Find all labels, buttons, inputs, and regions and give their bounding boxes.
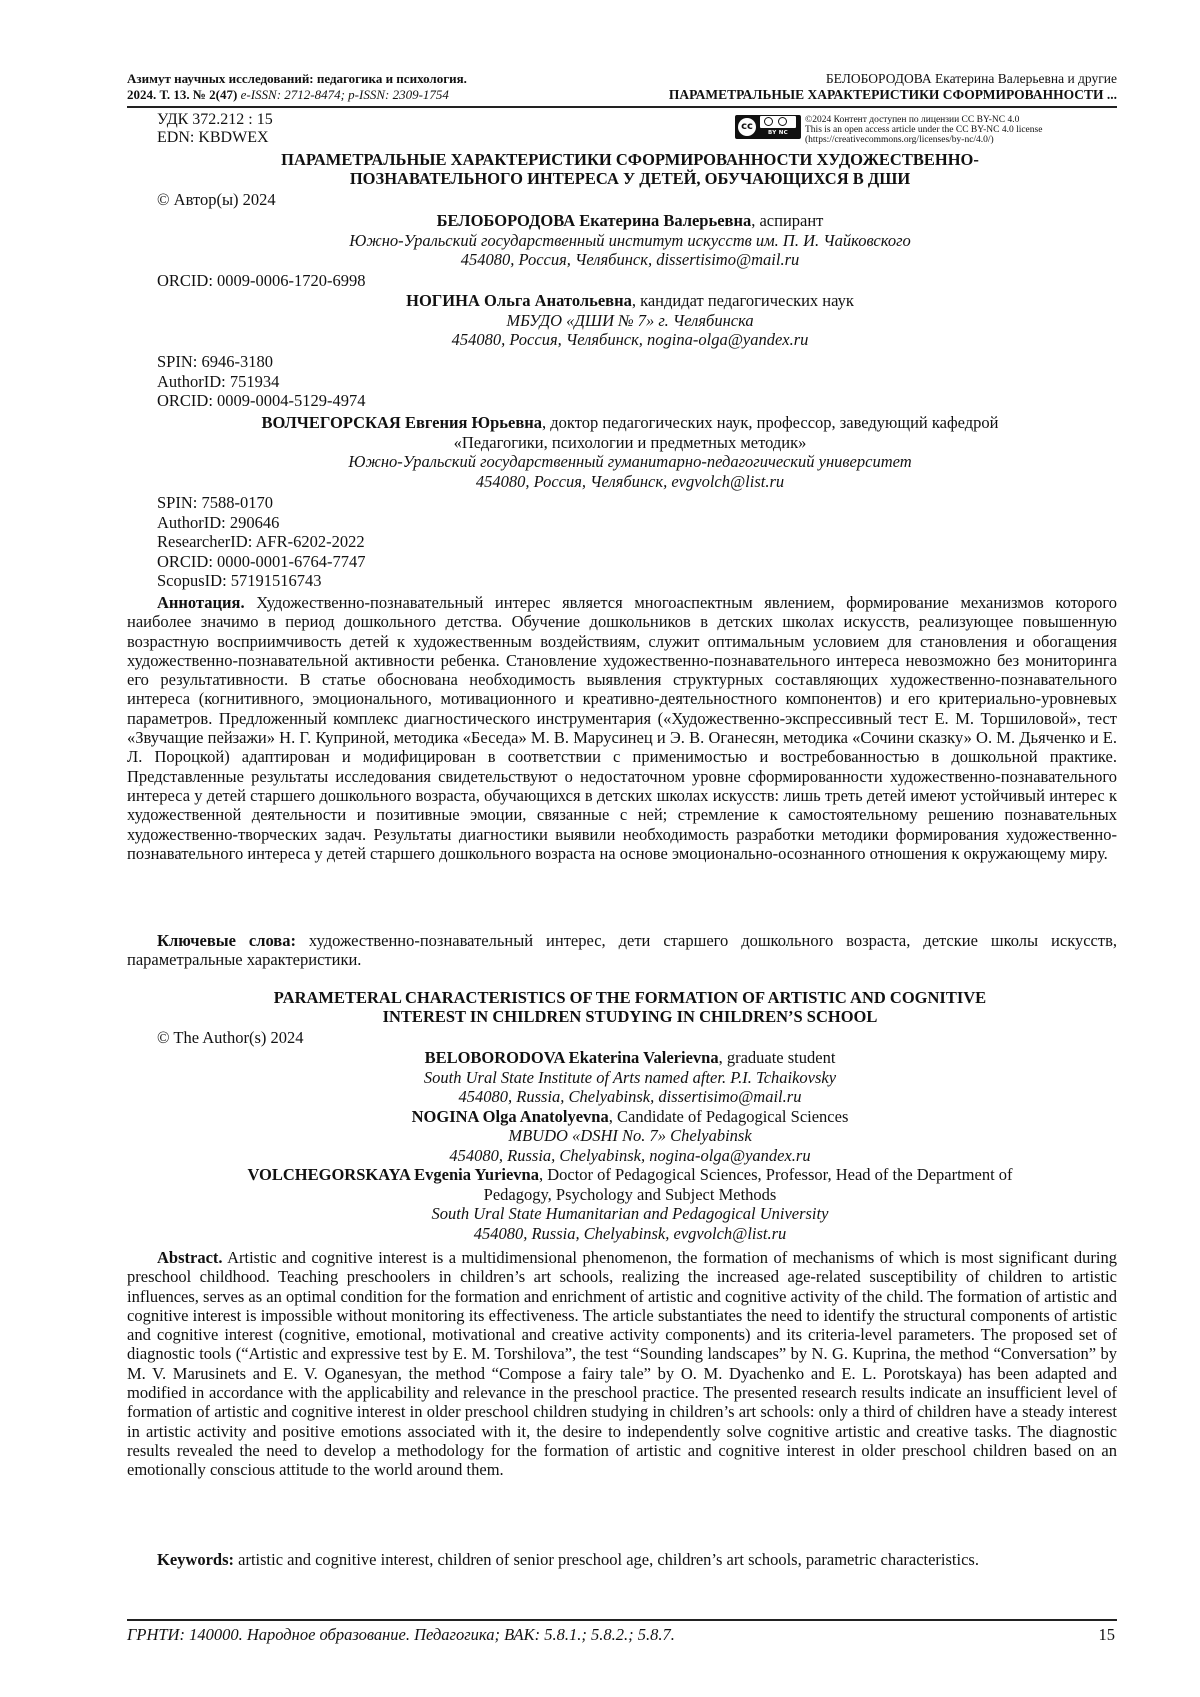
- license-text: [805, 115, 1145, 145]
- ru-author-1-ids: [157, 271, 366, 291]
- ru-author-2-org: МБУДО «ДШИ № 7» г. Челябинска: [506, 310, 754, 330]
- ru-author-3-orcid: ORCID: 0000-0001-6764-7747: [157, 551, 366, 571]
- en-abstract-text: Artistic and cognitive interest is a multidimensional phenomenon, the formation of mechanisms of which is most significant during preschool childhood. Teaching preschoolers in children’s art schools, realizing the increased age-related susceptibility of children to artistic influences, serves as an optimal condition for the formation and enrichment of artistic and cognitive activity of the child. The formation of artistic and cognitive interest is impossible without monitoring its effectiveness. The article substantiates the need to identify the structural components of artistic and cognitive interest (cognitive, emotional, motivational and creative activity components) and its criteria-level parameters. The proposed set of diagnostic tools (“Artistic and expressive test by E. M. Torshilova”, the test “Sounding landscapes” by N. G. Kuprina, the method “Conversation” by M. V. Marusinets and E. V. Oganesyan, the method “Compose a fairy tale” by O. M. Dyachenko and E. L. Porotskaya) has been adapted and modified in accordance with the applicability and relevance in the preschool practice. The presented research results indicate an insufficient level of formation of artistic and cognitive interest in older preschool children studying in children’s art schools: only a third of children have a steady interest in artistic activity and positive emotions associated with it, the desire to independently solve cognitive artistic and creative tasks. The diagnostic results revealed the need to develop a methodology for the formation of artistic and cognitive interest in older preschool children based on an emotionally conscious attitude to the world around them.: [127, 1248, 1117, 1480]
- ru-author-3-org: Южно-Уральский государственный гуманитарно-педагогический университет: [348, 452, 912, 471]
- identifiers: [157, 111, 273, 147]
- ru-abstract: [127, 593, 1117, 863]
- ru-author-2-orcid: ORCID: 0009-0004-5129-4974: [157, 391, 366, 410]
- footer-classification: ГРНТИ: 140000. Народное образование. Педагогика; ВАК: 5.8.1.; 5.8.2.; 5.8.7.: [127, 1625, 675, 1644]
- ru-author-1-name: БЕЛОБОРОДОВА Екатерина Валерьевна: [436, 211, 752, 230]
- en-author-2-org: MBUDO «DSHI No. 7» Chelyabinsk: [508, 1126, 752, 1145]
- ru-author-3: [150, 413, 1110, 491]
- footer-rule: [127, 1619, 1117, 1621]
- en-title-line-2: INTEREST IN CHILDREN STUDYING IN CHILDREN’S SCHOOL: [382, 1007, 878, 1026]
- en-author-1-name: BELOBORODOVA Ekaterina Valerievna: [424, 1048, 719, 1067]
- ru-keywords-label: Ключевые слова:: [157, 931, 296, 950]
- ru-author-3-role: , доктор педагогических наук, профессор, заведующий кафедрой: [542, 413, 999, 432]
- journal-issn: e-ISSN: 2712-8474; p-ISSN: 2309-1754: [240, 87, 449, 102]
- ru-keywords: [127, 931, 1117, 970]
- ru-author-3-authorid: AuthorID: 290646: [157, 512, 280, 532]
- en-author-1-address: 454080, Russia, Chelyabinsk, dissertisimo@mail.ru: [458, 1087, 802, 1106]
- ru-author-3-department: «Педагогики, психологии и предметных методик»: [453, 432, 807, 452]
- license-line-2: This is an open access article under the CC BY-NC 4.0 license: [805, 125, 1043, 135]
- ru-author-3-scopusid: ScopusID: 57191516743: [157, 571, 322, 590]
- license-block: [735, 115, 1145, 145]
- en-title: [170, 988, 1090, 1026]
- en-author-2-name: NOGINA Olga Anatolyevna: [411, 1106, 609, 1126]
- license-url[interactable]: (https://creativecommons.org/licenses/by-nc/4.0/): [805, 135, 994, 145]
- ru-author-2-name: НОГИНА Ольга Анатольевна: [406, 291, 632, 310]
- ru-author-3-researcherid: ResearcherID: AFR-6202-2022: [157, 532, 365, 551]
- en-author-2-address: 454080, Russia, Chelyabinsk, nogina-olga@yandex.ru: [449, 1145, 811, 1165]
- ru-author-1-org: Южно-Уральский государственный институт искусств им. П. И. Чайковского: [349, 230, 911, 250]
- running-article-title: ПАРАМЕТРАЛЬНЫЕ ХАРАКТЕРИСТИКИ СФОРМИРОВАННОСТИ ...: [668, 87, 1117, 102]
- running-authors: БЕЛОБОРОДОВА Екатерина Валерьевна и другие: [825, 71, 1117, 86]
- en-author-1-role: , graduate student: [718, 1048, 836, 1067]
- en-author-3-org: South Ural State Humanitarian and Pedagogical University: [431, 1204, 829, 1223]
- en-keywords-label: Keywords:: [157, 1550, 234, 1569]
- journal-name: Азимут научных исследований: педагогика и психология.: [127, 71, 467, 86]
- ru-author-3-address: 454080, Россия, Челябинск, evgvolch@list.ru: [475, 471, 785, 491]
- license-line-1: ©2024 Контент доступен по лицензии CC BY-NC 4.0: [805, 115, 1020, 125]
- ru-abstract-label: Аннотация.: [157, 593, 245, 612]
- en-author-3-name: VOLCHEGORSKAYA Evgenia Yurievna: [247, 1165, 539, 1184]
- ru-author-1: [150, 211, 1110, 270]
- ru-author-1-role: , аспирант: [751, 211, 824, 230]
- en-title-line-1: PARAMETERAL CHARACTERISTICS OF THE FORMATION OF ARTISTIC AND COGNITIVE: [273, 988, 987, 1007]
- cc-by-nc-icon: cc BY NC: [735, 115, 801, 139]
- journal-issue: 2024. Т. 13. № 2(47): [127, 87, 238, 102]
- ru-author-2-address: 454080, Россия, Челябинск, nogina-olga@yandex.ru: [451, 330, 809, 349]
- en-keywords-text: artistic and cognitive interest, children of senior preschool age, children’s art schools, parametric characteristics.: [234, 1550, 979, 1569]
- ru-author-3-ids: [157, 493, 366, 591]
- edn: EDN: KBDWEX: [157, 129, 269, 146]
- en-abstract-label: Abstract.: [157, 1248, 223, 1267]
- header-rule: [127, 106, 1117, 108]
- en-author-3-department: Pedagogy, Psychology and Subject Methods: [483, 1184, 777, 1204]
- journal-issue-line: [127, 87, 597, 103]
- ru-title-line-1: ПАРАМЕТРАЛЬНЫЕ ХАРАКТЕРИСТИКИ СФОРМИРОВАННОСТИ ХУДОЖЕСТВЕННО-: [281, 150, 979, 169]
- en-keywords: [127, 1550, 1117, 1569]
- en-author-2-role: , Candidate of Pedagogical Sciences: [608, 1106, 849, 1126]
- ru-author-1-address: 454080, Россия, Челябинск, dissertisimo@mail.ru: [460, 250, 800, 269]
- ru-keywords-text: художественно-познавательный интерес, дети старшего дошкольного возраста, детские школы искусств, параметральные характеристики.: [127, 931, 1117, 970]
- ru-copyright: © Автор(ы) 2024: [157, 190, 276, 209]
- en-author-3-role: , Doctor of Pedagogical Sciences, Professor, Head of the Department of: [538, 1165, 1013, 1184]
- ru-author-2: [150, 291, 1110, 350]
- ru-author-2-role: , кандидат педагогических наук: [631, 291, 854, 310]
- ru-author-2-spin: SPIN: 6946-3180: [157, 352, 273, 371]
- journal-header: [127, 71, 597, 103]
- ru-author-3-spin: SPIN: 7588-0170: [157, 493, 273, 512]
- ru-abstract-text: Художественно-познавательный интерес является многоаспектным явлением, формирование механизмов которого наиболее значимо в период дошкольного детства. Обучение дошкольников в детских школах искусств, реализующее повышенную возрастную восприимчивость детей к художественным воздействиям, служит оптимальным условием для становления и обогащения художественно-познавательной активности ребенка. Становление художественно-познавательного интереса невозможно без мониторинга его результативности. В статье обоснована необходимость выявления структурных составляющих художественно-познавательного интереса (когнитивного, эмоционального, мотивационного и креативно-деятельностного компонентов) и его критериально-уровневых параметров. Предложенный комплекс диагностического инструментария («Художественно-экспрессивный тест Е. М. Торшиловой», тест «Звучащие пейзажи» Н. Г. Куприной, методика «Беседа» М. В. Марусинец и Э. В. Оганесян, методика «Сочини сказку» О. М. Дьяченко и Е. Л. Пороцкой) адаптирован и модифицирован в соответствии с применимостью и востребованностью в дошкольной практике. Представленные результаты исследования свидетельствуют о недостаточном уровне сформированности художественно-познавательного интереса у детей старшего дошкольного возраста, обучающихся в детских школах искусств: лишь треть детей имеют устойчивый интерес к художественной деятельности и позитивные эмоции, связанные с ней; стремление к самостоятельному решению познавательных художественно-творческих задач. Результаты диагностики выявили необходимость разработки методики формирования художественно-познавательного интереса у детей старшего дошкольного возраста на основе эмоционально-осознанного отношения к окружающему миру.: [127, 593, 1117, 863]
- ru-author-2-authorid: AuthorID: 751934: [157, 371, 280, 391]
- en-author-3-address: 454080, Russia, Chelyabinsk, evgvolch@list.ru: [473, 1223, 787, 1243]
- ru-title-line-2: ПОЗНАВАТЕЛЬНОГО ИНТЕРЕСА У ДЕТЕЙ, ОБУЧАЮЩИХСЯ В ДШИ: [349, 169, 911, 188]
- udk: УДК 372.212 : 15: [157, 111, 273, 128]
- running-title: [557, 71, 1117, 103]
- ru-author-2-ids: [157, 352, 366, 411]
- ru-author-1-orcid: ORCID: 0009-0006-1720-6998: [157, 271, 366, 290]
- en-abstract: [127, 1248, 1117, 1480]
- en-authors: [150, 1048, 1110, 1243]
- en-copyright: © The Author(s) 2024: [157, 1028, 304, 1047]
- en-author-1-org: South Ural State Institute of Arts named after. P.I. Tchaikovsky: [423, 1067, 837, 1087]
- ru-title: [170, 150, 1090, 188]
- page-number: 15: [1098, 1625, 1115, 1644]
- ru-author-3-name: ВОЛЧЕГОРСКАЯ Евгения Юрьевна: [261, 413, 543, 432]
- cc-badge-text: BY NC: [768, 130, 788, 136]
